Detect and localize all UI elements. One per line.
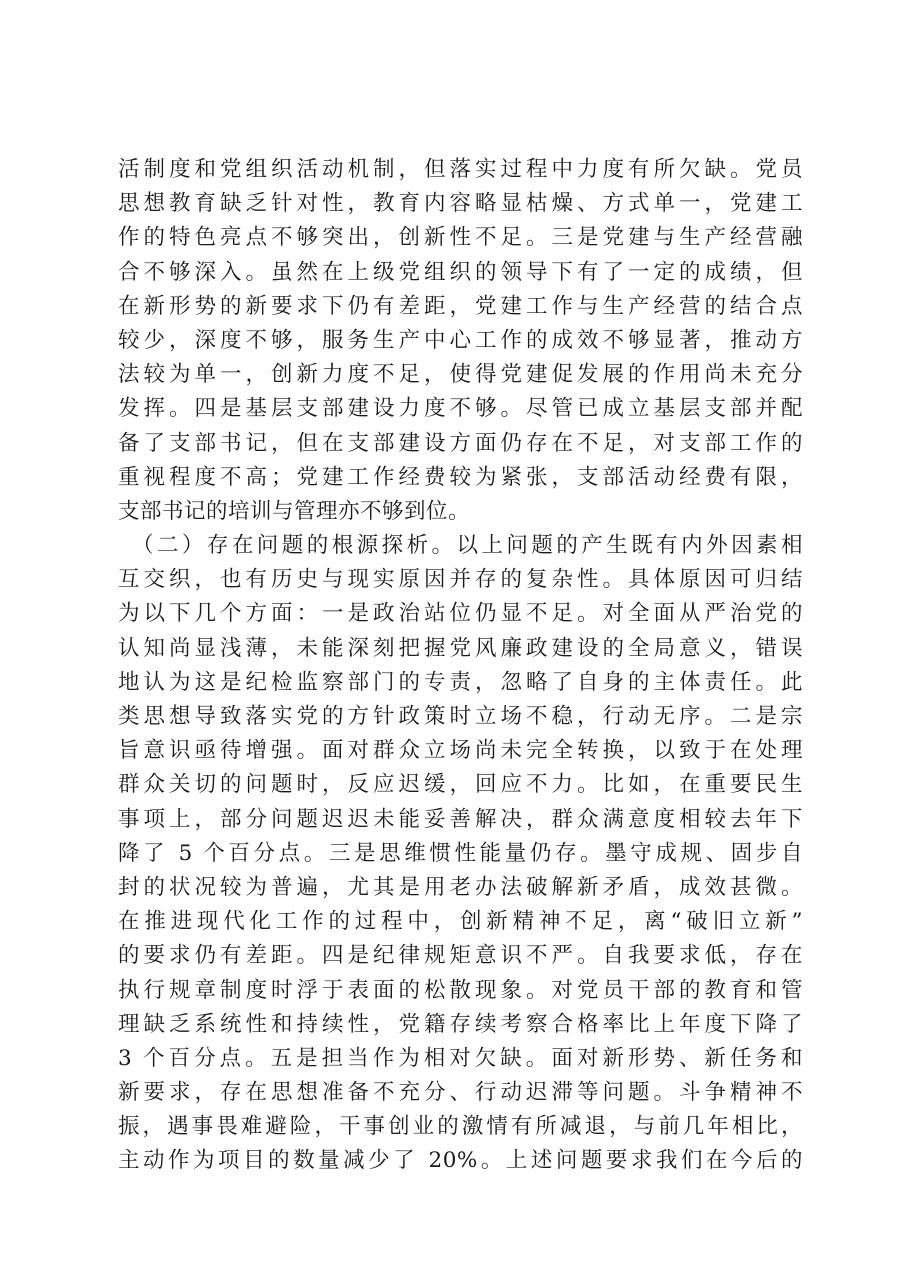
- text-line: 较少，深度不够，服务生产中心工作的成效不够显著，推动方: [118, 327, 803, 353]
- text-line: 理缺乏系统性和持续性，党籍存续考察合格率比上年度下降了: [118, 1011, 803, 1037]
- text-line: 在新形势的新要求下仍有差距，党建工作与生产经营的结合点: [118, 293, 803, 319]
- paragraph-end-line: 支部书记的培训与管理亦不够到位。: [118, 498, 471, 524]
- text-line: 思想教育缺乏针对性，教育内容略显枯燥、方式单一，党建工: [118, 191, 803, 217]
- text-line: 发挥。四是基层支部建设力度不够。尽管已成立基层支部并配: [118, 396, 803, 422]
- text-line: 封的状况较为普遍，尤其是用老办法破解新矛盾，成效甚微。: [118, 874, 803, 900]
- text-line: 振，遇事畏难避险，干事创业的激情有所减退，与前几年相比，: [118, 1114, 803, 1140]
- text-line: 类思想导致落实党的方针政策时立场不稳，行动无序。二是宗: [118, 704, 803, 729]
- text-line: 的要求仍有差距。四是纪律规矩意识不严。自我要求低，存在: [118, 943, 803, 969]
- text-line: 3 个百分点。五是担当作为相对欠缺。面对新形势、新任务和: [118, 1045, 803, 1071]
- text-line: 降了 5 个百分点。三是思维惯性能量仍存。墨守成规、固步自: [118, 840, 803, 866]
- section-heading-line: （二）存在问题的根源探析。以上问题的产生既有内外因素相: [132, 533, 803, 559]
- text-line: 群众关切的问题时，反应迟缓，回应不力。比如，在重要民生: [118, 772, 803, 798]
- text-line: 法较为单一，创新力度不足，使得党建促发展的作用尚未充分: [118, 362, 803, 388]
- text-line: 事项上，部分问题迟迟未能妥善解决，群众满意度相较去年下: [118, 806, 803, 832]
- text-line: 地认为这是纪检监察部门的专责，忽略了自身的主体责任。此: [118, 669, 803, 695]
- text-line: 在推进现代化工作的过程中，创新精神不足，离“破旧立新”: [118, 909, 803, 935]
- text-line: 旨意识亟待增强。面对群众立场尚未完全转换，以致于在处理: [118, 738, 803, 764]
- text-line: 重视程度不高；党建工作经费较为紧张，支部活动经费有限，: [118, 464, 803, 490]
- text-line: 活制度和党组织活动机制，但落实过程中力度有所欠缺。党员: [118, 157, 803, 182]
- text-line: 认知尚显浅薄，未能深刻把握党风廉政建设的全局意义，错误: [118, 635, 803, 661]
- text-line: 为以下几个方面：一是政治站位仍显不足。对全面从严治党的: [118, 601, 803, 627]
- text-line: 备了支部书记，但在支部建设方面仍存在不足，对支部工作的: [118, 430, 803, 456]
- text-line: 执行规章制度时浮于表面的松散现象。对党员干部的教育和管: [118, 977, 803, 1003]
- text-line: 作的特色亮点不够突出，创新性不足。三是党建与生产经营融: [118, 225, 803, 251]
- text-line: 新要求，存在思想准备不充分、行动迟滞等问题。斗争精神不: [118, 1080, 803, 1106]
- text-line: 合不够深入。虽然在上级党组织的领导下有了一定的成绩，但: [118, 259, 803, 285]
- text-line: 主动作为项目的数量减少了 20%。上述问题要求我们在今后的: [118, 1148, 803, 1174]
- text-line: 互交织，也有历史与现实原因并存的复杂性。具体原因可归结: [118, 567, 803, 593]
- body-text: [118, 153, 803, 1179]
